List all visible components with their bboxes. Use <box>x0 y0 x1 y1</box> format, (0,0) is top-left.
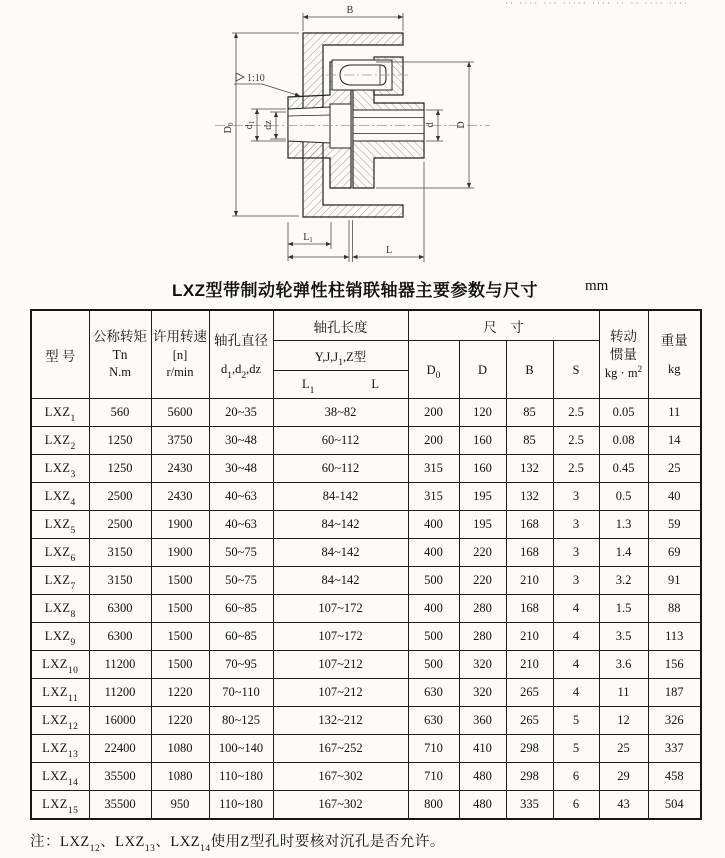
inertia-cell: 0.45 <box>599 455 648 483</box>
S-cell: 2.5 <box>553 399 599 427</box>
table-row <box>31 483 701 511</box>
bore-diameter-cell: 60~85 <box>209 595 273 623</box>
speed-cell: 1220 <box>151 707 209 735</box>
B-cell: 265 <box>506 707 553 735</box>
dim-label-d1: $d_1$ <box>244 120 256 130</box>
D0-cell: 200 <box>408 427 459 455</box>
torque-cell: 1250 <box>89 455 151 483</box>
col-header-bore-length: 轴孔长度 <box>273 310 408 341</box>
model-cell: $LXZ_9$ <box>31 623 89 651</box>
bore-diameter-cell: 40~63 <box>209 483 273 511</box>
torque-cell: 560 <box>89 399 151 427</box>
D-cell: 280 <box>459 623 506 651</box>
bore-diameter-cell: 100~140 <box>209 735 273 763</box>
bore-length-cell: 107~172 <box>273 623 408 651</box>
D0-cell: 500 <box>408 651 459 679</box>
S-cell: 4 <box>553 651 599 679</box>
D0-cell: 400 <box>408 511 459 539</box>
dim-label-dz: dz <box>263 120 274 130</box>
B-cell: 210 <box>506 651 553 679</box>
model-cell: $LXZ_6$ <box>31 539 89 567</box>
dim-label-L: L <box>385 245 393 256</box>
B-cell: 168 <box>506 511 553 539</box>
table-row <box>31 735 701 763</box>
bore-diameter-cell: 80~125 <box>209 707 273 735</box>
table-row <box>31 791 701 820</box>
torque-cell: 2500 <box>89 483 151 511</box>
speed-cell: 1080 <box>151 735 209 763</box>
bore-length-cell: 38~82 <box>273 399 408 427</box>
S-cell: 6 <box>553 791 599 820</box>
bore-length-cell: 60~112 <box>273 455 408 483</box>
table-row <box>31 623 701 651</box>
D-cell: 120 <box>459 399 506 427</box>
inertia-cell: 3.5 <box>599 623 648 651</box>
table-header <box>31 310 701 399</box>
table-row <box>31 399 701 427</box>
unit-label: mm <box>585 278 609 294</box>
D-cell: 480 <box>459 763 506 791</box>
D-cell: 480 <box>459 791 506 820</box>
S-cell: 2.5 <box>553 427 599 455</box>
inertia-cell: 29 <box>599 763 648 791</box>
model-cell: $LXZ_{15}$ <box>31 791 89 820</box>
S-cell: 3 <box>553 539 599 567</box>
table-row <box>31 567 701 595</box>
torque-cell: 11200 <box>89 651 151 679</box>
D-cell: 320 <box>459 679 506 707</box>
model-cell: $LXZ_4$ <box>31 483 89 511</box>
D-cell: 320 <box>459 651 506 679</box>
speed-cell: 3750 <box>151 427 209 455</box>
col-header-bore-diameter: 轴孔直径 $d_1,d_2,dz$ <box>209 310 273 399</box>
S-cell: 3 <box>553 567 599 595</box>
model-cell: $LXZ_2$ <box>31 427 89 455</box>
S-cell: 4 <box>553 595 599 623</box>
speed-cell: 1500 <box>151 623 209 651</box>
B-cell: 85 <box>506 427 553 455</box>
col-header-D0: $D_0$ <box>408 341 459 399</box>
B-cell: 298 <box>506 735 553 763</box>
col-header-bore-type: $Y,J,J_1,Z$型 <box>273 341 408 371</box>
inertia-cell: 0.5 <box>599 483 648 511</box>
bore-length-cell: 84-142 <box>273 483 408 511</box>
B-cell: 132 <box>506 483 553 511</box>
weight-cell: 458 <box>648 763 701 791</box>
model-cell: $LXZ_{14}$ <box>31 763 89 791</box>
D0-cell: 315 <box>408 455 459 483</box>
bore-length-cell: 167~302 <box>273 763 408 791</box>
D0-cell: 710 <box>408 735 459 763</box>
B-cell: 335 <box>506 791 553 820</box>
col-header-dimensions: 尺 寸 <box>408 310 599 341</box>
S-cell: 3 <box>553 511 599 539</box>
bore-diameter-cell: 70~110 <box>209 679 273 707</box>
S-cell: 5 <box>553 707 599 735</box>
dim-B <box>303 5 403 31</box>
speed-cell: 1900 <box>151 511 209 539</box>
weight-cell: 156 <box>648 651 701 679</box>
weight-cell: 14 <box>648 427 701 455</box>
bore-length-cell: 84~142 <box>273 539 408 567</box>
model-cell: $LXZ_{11}$ <box>31 679 89 707</box>
bore-length-cell: 60~112 <box>273 427 408 455</box>
model-cell: $LXZ_1$ <box>31 399 89 427</box>
D0-cell: 800 <box>408 791 459 820</box>
D-cell: 410 <box>459 735 506 763</box>
inertia-cell: 25 <box>599 735 648 763</box>
model-cell: $LXZ_{12}$ <box>31 707 89 735</box>
bore-length-cell: 107~172 <box>273 595 408 623</box>
taper-label: 1:10 <box>247 73 265 84</box>
S-cell: 6 <box>553 763 599 791</box>
D0-cell: 630 <box>408 679 459 707</box>
dim-label-d: d <box>425 122 436 128</box>
bore-diameter-cell: 110~180 <box>209 763 273 791</box>
D0-cell: 400 <box>408 595 459 623</box>
torque-cell: 3150 <box>89 567 151 595</box>
D-cell: 160 <box>459 427 506 455</box>
D0-cell: 200 <box>408 399 459 427</box>
col-header-speed: 许用转速 [n] r/min <box>151 310 209 399</box>
table-row <box>31 455 701 483</box>
D0-cell: 315 <box>408 483 459 511</box>
torque-cell: 3150 <box>89 539 151 567</box>
taper-symbol <box>236 73 244 81</box>
weight-cell: 91 <box>648 567 701 595</box>
shaft-end-recess <box>330 104 351 148</box>
table-row <box>31 679 701 707</box>
B-cell: 298 <box>506 763 553 791</box>
bore-diameter-cell: 50~75 <box>209 567 273 595</box>
weight-cell: 40 <box>648 483 701 511</box>
table-row <box>31 707 701 735</box>
inertia-cell: 1.4 <box>599 539 648 567</box>
torque-cell: 16000 <box>89 707 151 735</box>
speed-cell: 1080 <box>151 763 209 791</box>
bore-length-cell: 167~252 <box>273 735 408 763</box>
speed-cell: 2430 <box>151 455 209 483</box>
speed-cell: 1500 <box>151 567 209 595</box>
col-header-inertia: 转动 惯量 kg · $m^2$ <box>599 310 648 399</box>
dim-label-L1: $L_1$ <box>303 232 313 244</box>
model-cell: $LXZ_3$ <box>31 455 89 483</box>
D-cell: 220 <box>459 539 506 567</box>
S-cell: 5 <box>553 735 599 763</box>
bore-diameter-cell: 30~48 <box>209 455 273 483</box>
model-cell: $LXZ_7$ <box>31 567 89 595</box>
dim-label-D: D <box>456 121 467 129</box>
col-header-weight: 重量 kg <box>648 310 701 399</box>
torque-cell: 2500 <box>89 511 151 539</box>
speed-cell: 1900 <box>151 539 209 567</box>
table-row <box>31 595 701 623</box>
bore-diameter-cell: 30~48 <box>209 427 273 455</box>
inertia-cell: 3.2 <box>599 567 648 595</box>
bore-length-cell: 84~142 <box>273 567 408 595</box>
inertia-cell: 11 <box>599 679 648 707</box>
torque-cell: 22400 <box>89 735 151 763</box>
model-cell: $LXZ_5$ <box>31 511 89 539</box>
torque-cell: 35500 <box>89 763 151 791</box>
D-cell: 280 <box>459 595 506 623</box>
dim-label-B: B <box>346 5 354 16</box>
col-header-D: D <box>459 341 506 399</box>
col-header-model: 型 号 <box>31 310 89 399</box>
speed-cell: 1500 <box>151 651 209 679</box>
inertia-cell: 0.08 <box>599 427 648 455</box>
table-row <box>31 651 701 679</box>
D-cell: 220 <box>459 567 506 595</box>
col-header-torque: 公称转矩Tn N.m <box>89 310 151 399</box>
bore-diameter-cell: 60~85 <box>209 623 273 651</box>
weight-cell: 504 <box>648 791 701 820</box>
footnote: 注：$LXZ_{12}$、$LXZ_{13}$、$LXZ_{14}$使用Z型孔时要核对沉孔是否允许。 <box>30 834 445 854</box>
B-cell: 168 <box>506 595 553 623</box>
bore-length-cell: 107~212 <box>273 651 408 679</box>
torque-cell: 35500 <box>89 791 151 820</box>
D-cell: 360 <box>459 707 506 735</box>
speed-cell: 2430 <box>151 483 209 511</box>
bore-diameter-cell: 40~63 <box>209 511 273 539</box>
D-cell: 195 <box>459 511 506 539</box>
inertia-cell: 1.5 <box>599 595 648 623</box>
parameters-table <box>30 309 702 820</box>
weight-cell: 326 <box>648 707 701 735</box>
bore-diameter-cell: 70~95 <box>209 651 273 679</box>
D-cell: 195 <box>459 483 506 511</box>
coupling-section-drawing <box>0 0 725 270</box>
weight-cell: 59 <box>648 511 701 539</box>
weight-cell: 337 <box>648 735 701 763</box>
bore-length-cell: 84~142 <box>273 511 408 539</box>
model-cell: $LXZ_{10}$ <box>31 651 89 679</box>
bore-diameter-cell: 20~35 <box>209 399 273 427</box>
inertia-cell: 43 <box>599 791 648 820</box>
clipped-top-text: ·· ···· ··· ····· ···· ·· ·· ···· ···· <box>505 0 689 5</box>
B-cell: 265 <box>506 679 553 707</box>
S-cell: 2.5 <box>553 455 599 483</box>
table-row <box>31 763 701 791</box>
bore-diameter-cell: 110~180 <box>209 791 273 820</box>
page-title: LXZ型带制动轮弹性柱销联轴器主要参数与尺寸 <box>171 281 539 300</box>
col-header-L1-L: $L_1$ L <box>273 371 408 399</box>
table-row <box>31 539 701 567</box>
title-row <box>0 276 710 301</box>
torque-cell: 6300 <box>89 595 151 623</box>
bore-left <box>288 104 351 148</box>
taper-annotation <box>234 73 300 96</box>
torque-cell: 6300 <box>89 623 151 651</box>
table-body <box>31 399 701 820</box>
speed-cell: 1220 <box>151 679 209 707</box>
D-cell: 160 <box>459 455 506 483</box>
weight-cell: 113 <box>648 623 701 651</box>
dim-L1 <box>288 222 331 261</box>
D0-cell: 710 <box>408 763 459 791</box>
B-cell: 168 <box>506 539 553 567</box>
speed-cell: 950 <box>151 791 209 820</box>
speed-cell: 1500 <box>151 595 209 623</box>
inertia-cell: 3.6 <box>599 651 648 679</box>
S-cell: 3 <box>553 483 599 511</box>
weight-cell: 25 <box>648 455 701 483</box>
inertia-cell: 0.05 <box>599 399 648 427</box>
speed-cell: 5600 <box>151 399 209 427</box>
D0-cell: 400 <box>408 539 459 567</box>
weight-cell: 88 <box>648 595 701 623</box>
table-row <box>31 427 701 455</box>
bore-diameter-cell: 50~75 <box>209 539 273 567</box>
inertia-cell: 1.3 <box>599 511 648 539</box>
S-cell: 4 <box>553 679 599 707</box>
col-header-S: S <box>553 341 599 399</box>
D0-cell: 500 <box>408 623 459 651</box>
weight-cell: 69 <box>648 539 701 567</box>
weight-cell: 11 <box>648 399 701 427</box>
B-cell: 85 <box>506 399 553 427</box>
col-header-B: B <box>506 341 553 399</box>
dim-label-D0: $D_0$ <box>223 122 235 134</box>
B-cell: 210 <box>506 623 553 651</box>
bore-length-cell: 107~212 <box>273 679 408 707</box>
inertia-cell: 12 <box>599 707 648 735</box>
weight-cell: 187 <box>648 679 701 707</box>
B-cell: 210 <box>506 567 553 595</box>
model-cell: $LXZ_8$ <box>31 595 89 623</box>
S-cell: 4 <box>553 623 599 651</box>
tapered-bore <box>288 107 330 143</box>
bore-length-cell: 132~212 <box>273 707 408 735</box>
bore-length-cell: 167~302 <box>273 791 408 820</box>
D0-cell: 630 <box>408 707 459 735</box>
torque-cell: 1250 <box>89 427 151 455</box>
torque-cell: 11200 <box>89 679 151 707</box>
model-cell: $LXZ_{13}$ <box>31 735 89 763</box>
D0-cell: 500 <box>408 567 459 595</box>
table-row <box>31 511 701 539</box>
B-cell: 132 <box>506 455 553 483</box>
